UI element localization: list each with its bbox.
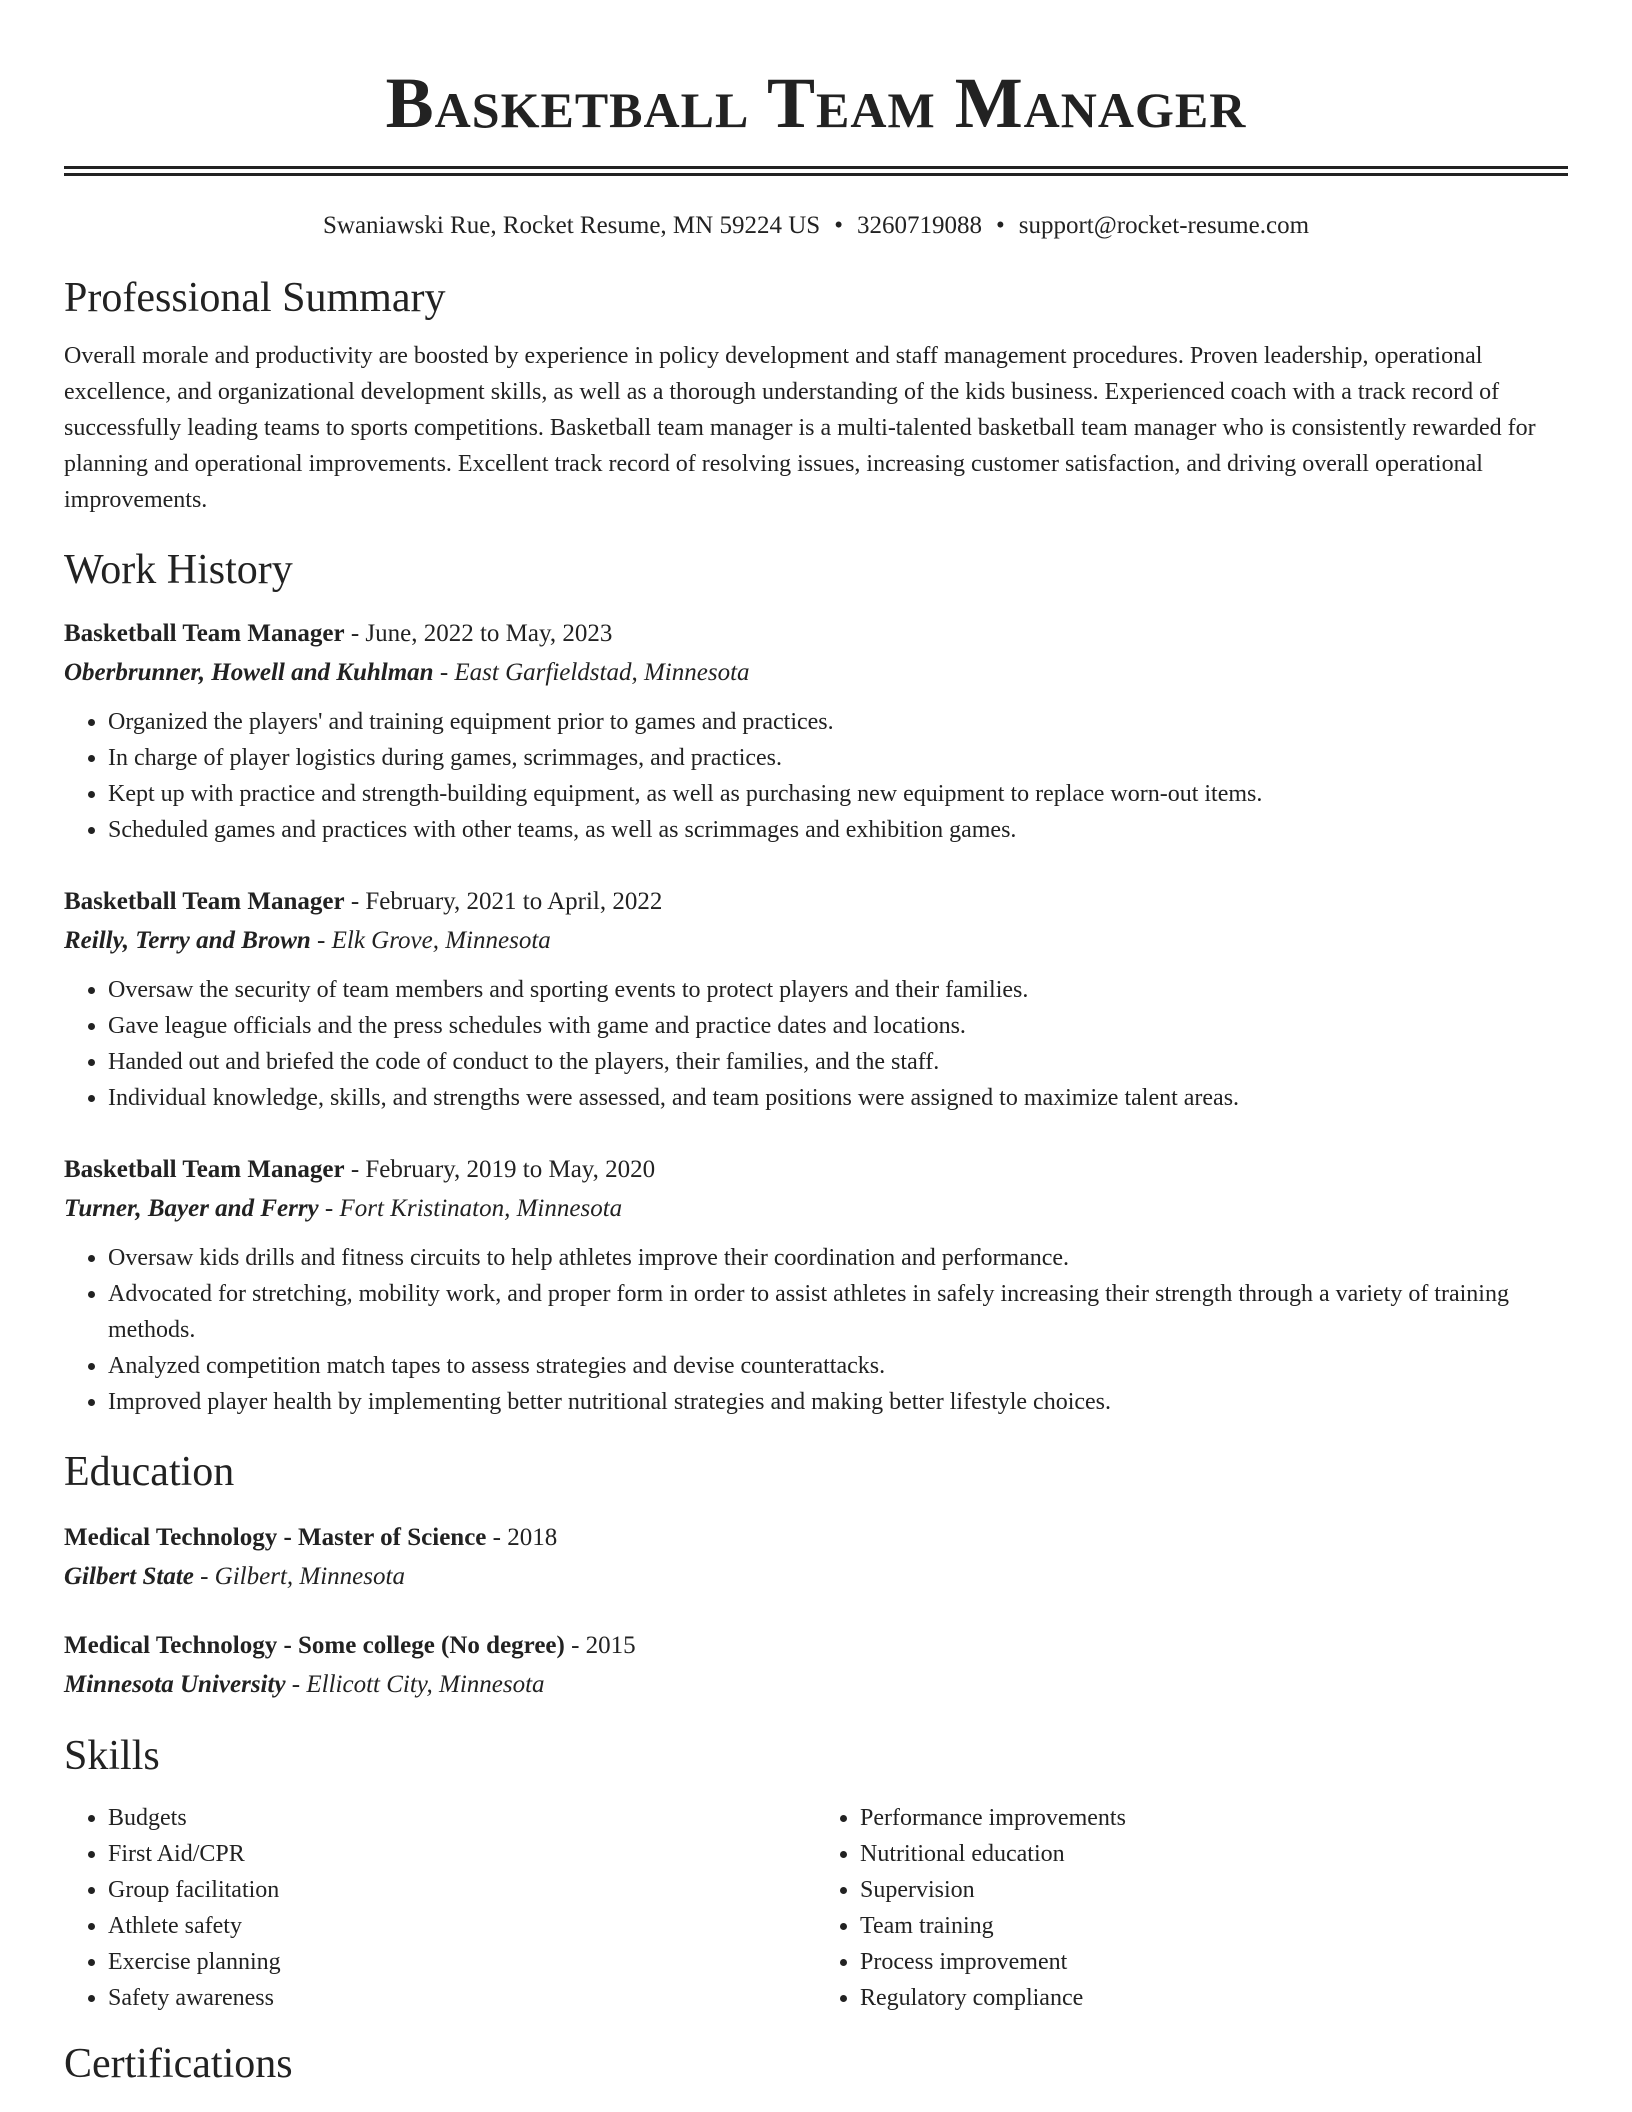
job-entry — [64, 882, 1568, 1116]
education-location: - Ellicott City, Minnesota — [285, 1671, 545, 1698]
skill-item: • Group facilitation — [108, 1872, 816, 1908]
job-dates: - February, 2021 to April, 2022 — [344, 888, 663, 915]
education-entry — [64, 1626, 1568, 1704]
skill-item: • Athlete safety — [108, 1908, 816, 1944]
resume-name: Basketball Team Manager — [385, 63, 1247, 143]
skills-heading: Skills — [64, 1733, 160, 1779]
education-school-line — [64, 1557, 1568, 1596]
education-degree: Medical Technology - Some college (No degree) — [64, 1632, 565, 1659]
job-bullets — [64, 1240, 1568, 1420]
contact-line — [64, 210, 1568, 242]
skill-item: • Process improvement — [860, 1944, 1568, 1980]
title-divider — [64, 166, 1568, 176]
contact-address: Swaniawski Rue, Rocket Resume, MN 59224 US — [322, 212, 821, 239]
job-role: Basketball Team Manager — [64, 1156, 345, 1183]
job-role: Basketball Team Manager — [64, 620, 345, 647]
job-bullets — [64, 972, 1568, 1116]
education-year: - 2015 — [564, 1632, 636, 1659]
education-entry — [64, 1518, 1568, 1596]
job-role: Basketball Team Manager — [64, 888, 345, 915]
job-company-line — [64, 1189, 1568, 1228]
skill-item: • Supervision — [860, 1872, 1568, 1908]
education-degree-line — [64, 1626, 1568, 1665]
job-location: - Elk Grove, Minnesota — [310, 927, 551, 954]
skill-item: • Exercise planning — [108, 1944, 816, 1980]
education-degree: Medical Technology - Master of Science — [64, 1524, 487, 1551]
job-bullet: • Gave league officials and the press schedules with game and practice dates and locations. — [108, 1008, 1568, 1044]
job-dates: - June, 2022 to May, 2023 — [344, 620, 613, 647]
job-bullet: • Oversaw kids drills and fitness circuits to help athletes improve their coordination and performance. — [108, 1240, 1568, 1276]
work-history-heading: Work History — [64, 547, 293, 593]
education-year: - 2018 — [486, 1524, 558, 1551]
job-bullet: • Improved player health by implementing better nutritional strategies and making better lifestyle choices. — [108, 1384, 1568, 1420]
job-bullet: • Advocated for stretching, mobility work, and proper form in order to assist athletes in safely increasing their strength through a variety of training methods. — [108, 1276, 1568, 1348]
summary-text: Overall morale and productivity are boosted by experience in policy development and staff management procedures. Proven leadership, operational excellence, and organizational development skills, as well as a thorough understanding of the kids business. Experienced coach with a track record of successfully leading teams to sports competitions. Basketball team manager is a multi-talented basketball team manager who is consistently rewarded for planning and operational improvements. Excellent track record of resolving issues, increasing customer satisfaction, and driving overall operational improvements. — [64, 343, 1536, 513]
skills-list — [64, 1800, 1568, 2016]
education-degree-line — [64, 1518, 1568, 1557]
job-title-line — [64, 614, 1568, 653]
skill-item: • Regulatory compliance — [860, 1980, 1568, 2016]
education-school: Gilbert State — [64, 1563, 194, 1590]
job-title-line — [64, 882, 1568, 921]
job-title-line — [64, 1150, 1568, 1189]
job-bullet: • In charge of player logistics during games, scrimmages, and practices. — [108, 740, 1568, 776]
education-school: Minnesota University — [64, 1671, 286, 1698]
skills-column-right — [816, 1800, 1568, 2016]
job-location: - Fort Kristinaton, Minnesota — [318, 1195, 623, 1222]
job-company: Oberbrunner, Howell and Kuhlman — [64, 659, 434, 686]
job-bullet: • Oversaw the security of team members and sporting events to protect players and their families. — [108, 972, 1568, 1008]
job-entry — [64, 614, 1568, 848]
job-bullet: • Handed out and briefed the code of conduct to the players, their families, and the staff. — [108, 1044, 1568, 1080]
skills-column-left — [64, 1800, 816, 2016]
job-entry — [64, 1150, 1568, 1420]
skill-item: • Team training — [860, 1908, 1568, 1944]
skill-item: • Budgets — [108, 1800, 816, 1836]
job-location: - East Garfieldstad, Minnesota — [433, 659, 750, 686]
job-bullet: • Individual knowledge, skills, and strengths were assessed, and team positions were assigned to maximize talent areas. — [108, 1080, 1568, 1116]
job-bullet: • Scheduled games and practices with other teams, as well as scrimmages and exhibition games. — [108, 812, 1568, 848]
skill-item: • Performance improvements — [860, 1800, 1568, 1836]
job-bullet: • Analyzed competition match tapes to assess strategies and devise counterattacks. — [108, 1348, 1568, 1384]
job-bullet: • Organized the players' and training equipment prior to games and practices. — [108, 704, 1568, 740]
contact-email: support@rocket-resume.com — [1018, 212, 1310, 239]
summary-heading: Professional Summary — [64, 275, 446, 321]
skill-item: • Nutritional education — [860, 1836, 1568, 1872]
job-company-line — [64, 921, 1568, 960]
contact-separator: • — [834, 212, 843, 239]
certifications-heading: Certifications — [64, 2041, 293, 2087]
skill-item: • Safety awareness — [108, 1980, 816, 2016]
job-company: Turner, Bayer and Ferry — [64, 1195, 319, 1222]
contact-separator: • — [995, 212, 1005, 239]
job-dates: - February, 2019 to May, 2020 — [344, 1156, 656, 1183]
job-company: Reilly, Terry and Brown — [64, 927, 311, 954]
contact-phone: 3260719088 — [856, 212, 982, 239]
job-bullets — [64, 704, 1568, 848]
job-bullet: • Kept up with practice and strength-building equipment, as well as purchasing new equipment to replace worn-out items. — [108, 776, 1568, 812]
job-company-line — [64, 653, 1568, 692]
education-location: - Gilbert, Minnesota — [193, 1563, 405, 1590]
education-heading: Education — [64, 1449, 235, 1495]
education-school-line — [64, 1665, 1568, 1704]
skill-item: • First Aid/CPR — [108, 1836, 816, 1872]
